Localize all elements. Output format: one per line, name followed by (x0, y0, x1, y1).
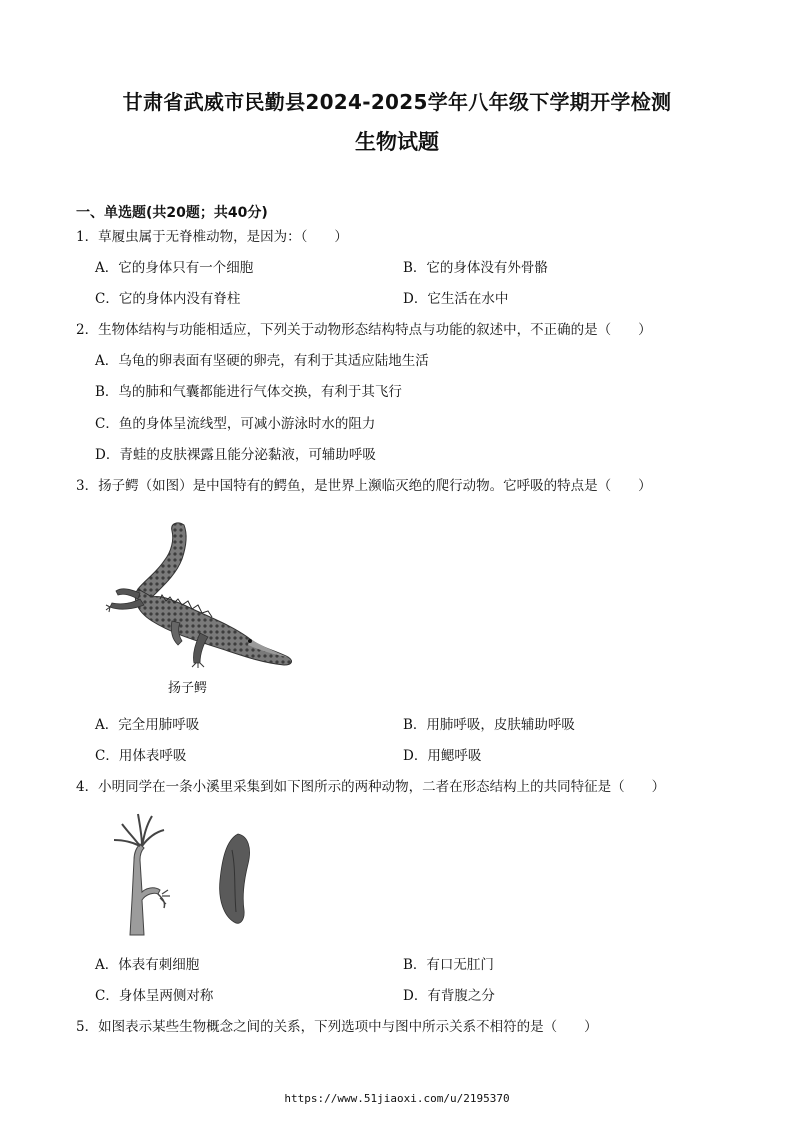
question-3-option-c: C．用体表呼吸 (95, 748, 187, 764)
hydra-icon (100, 810, 180, 940)
planaria-icon (210, 830, 260, 930)
crocodile-icon (100, 515, 300, 675)
question-4-option-a: A．体表有刺细胞 (95, 957, 200, 973)
question-1-option-c: C．它的身体内没有脊柱 (95, 291, 241, 307)
question-3-option-d: D．用鳃呼吸 (403, 748, 482, 764)
question-4-option-d: D．有背腹之分 (403, 988, 495, 1004)
question-4-option-b: B．有口无肛门 (403, 957, 494, 973)
question-2-option-b: B．鸟的肺和气囊都能进行气体交换，有利于其飞行 (95, 384, 402, 400)
question-5-stem: 5．如图表示某些生物概念之间的关系，下列选项中与图中所示关系不相符的是（ ） (76, 1019, 598, 1035)
footer-watermark-link[interactable]: https://www.51jiaoxi.com/u/2195370 (284, 1092, 510, 1105)
question-3-option-a: A．完全用肺呼吸 (95, 717, 200, 733)
question-2-option-a: A．乌龟的卵表面有坚硬的卵壳，有利于其适应陆地生活 (95, 353, 429, 369)
exam-title: 甘肃省武威市民勤县2024-2025学年八年级下学期开学检测 (122, 90, 672, 114)
crocodile-caption: 扬子鳄 (168, 681, 208, 696)
question-4-stem: 4．小明同学在一条小溪里采集到如下图所示的两种动物，二者在形态结构上的共同特征是（ ） (76, 779, 666, 795)
exam-subject-title: 生物试题 (355, 130, 439, 154)
question-2-stem: 2．生物体结构与功能相适应，下列关于动物形态结构特点与功能的叙述中，不正确的是（ ） (76, 322, 652, 338)
question-4-option-c: C．身体呈两侧对称 (95, 988, 214, 1004)
question-2-option-c: C．鱼的身体呈流线型，可减小游泳时水的阻力 (95, 416, 376, 432)
section-heading: 一、单选题(共20题；共40分) (76, 205, 268, 221)
question-3-option-b: B．用肺呼吸，皮肤辅助呼吸 (403, 717, 575, 733)
question-1-stem: 1．草履虫属于无脊椎动物，是因为：（ ） (76, 229, 348, 245)
question-1-option-a: A．它的身体只有一个细胞 (95, 260, 254, 276)
question-1-option-b: B．它的身体没有外骨骼 (403, 260, 548, 276)
question-2-option-d: D．青蛙的皮肤裸露且能分泌黏液，可辅助呼吸 (95, 447, 376, 463)
question-1-option-d: D．它生活在水中 (403, 291, 509, 307)
question-3-stem: 3．扬子鳄（如图）是中国特有的鳄鱼，是世界上濒临灭绝的爬行动物。它呼吸的特点是（ ） (76, 478, 652, 494)
